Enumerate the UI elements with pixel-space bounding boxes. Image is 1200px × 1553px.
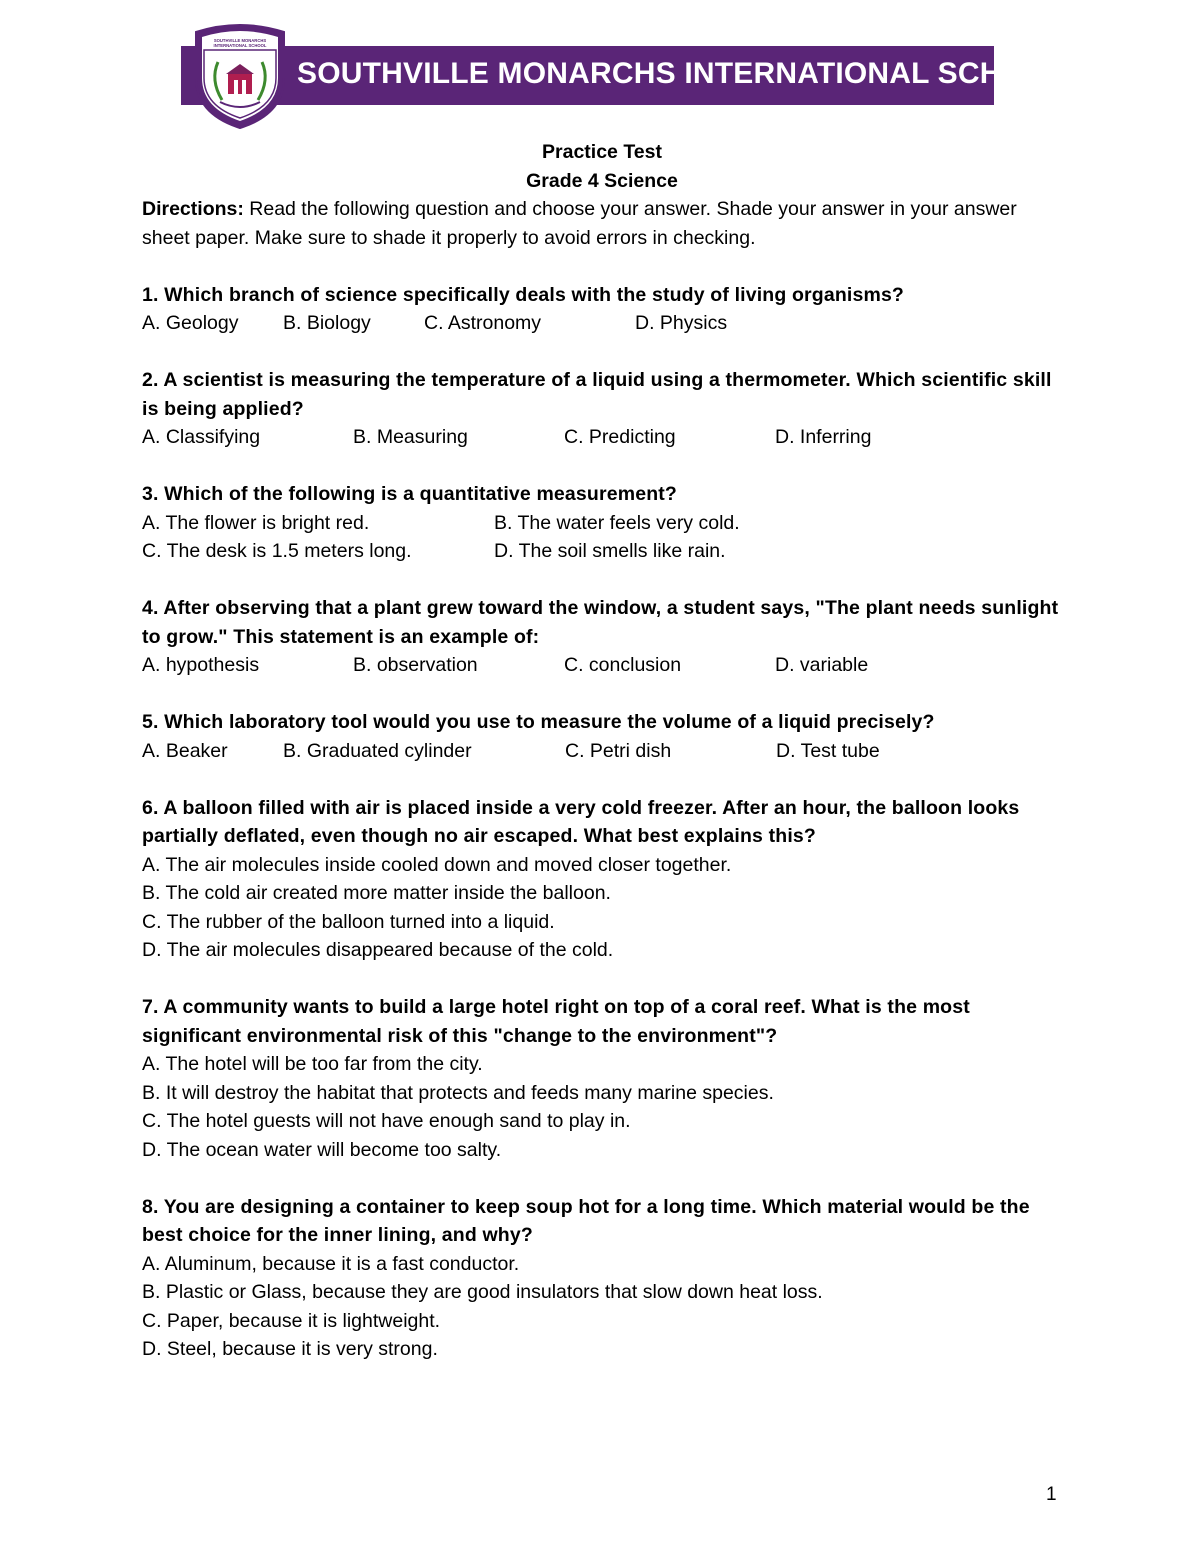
option-c: C. Paper, because it is lightweight.: [142, 1309, 441, 1332]
option-c: C. The hotel guests will not have enough sand to play in.: [142, 1110, 631, 1132]
options-row: [142, 309, 1062, 338]
question-stem: 7. A community wants to build a large hotel right on top of a coral reef. What is the most significant environmental risk of this "change to the environment"?: [142, 996, 970, 1047]
option-a: A. The flower is bright red.: [142, 511, 370, 534]
option-a: A. Beaker: [142, 739, 228, 762]
option-d: D. The soil smells like rain.: [494, 540, 726, 562]
option-c: C. The desk is 1.5 meters long.: [142, 540, 412, 562]
option-a: A. hypothesis: [142, 654, 260, 676]
option-b: B. Graduated cylinder: [283, 739, 472, 762]
option-c: C. Petri dish: [565, 739, 672, 762]
options-row: [142, 737, 1062, 766]
option-d: D. Physics: [635, 312, 728, 334]
directions-text: Read the following question and choose your answer. Shade your answer in your answer sheet paper. Make sure to shade it properly to avoid errors in checking.: [142, 198, 1017, 249]
directions-label: Directions:: [142, 198, 244, 220]
school-name: SOUTHVILLE MONARCHS INTERNATIONAL SCHOOL: [297, 57, 1068, 90]
option-d: D. Steel, because it is very strong.: [142, 1338, 438, 1360]
question-8: [142, 1193, 1062, 1364]
question-stem: 5. Which laboratory tool would you use to measure the volume of a liquid precisely?: [142, 711, 935, 733]
option-d: D. The ocean water will become too salty.: [142, 1138, 502, 1161]
option-c: C. The rubber of the balloon turned into a liquid.: [142, 910, 555, 933]
question-stem: 4. After observing that a plant grew toward the window, a student says, "The plant needs sunlight to grow." This statement is an example of:: [142, 597, 1059, 648]
question-6: [142, 794, 1062, 965]
option-b: B. observation: [353, 654, 478, 676]
options-row: [142, 509, 1062, 538]
svg-text:INTERNATIONAL SCHOOL: INTERNATIONAL SCHOOL: [213, 43, 267, 48]
question-stem: 6. A balloon filled with air is placed inside a very cold freezer. After an hour, the balloon looks partially deflated, even though no air escaped. What best explains this?: [142, 796, 1020, 847]
option-b: B. It will destroy the habitat that protects and feeds many marine species.: [142, 1081, 774, 1104]
document-body: [142, 138, 1062, 1364]
question-stem: 2. A scientist is measuring the temperature of a liquid using a thermometer. Which scientific skill is being applied?: [142, 369, 1052, 420]
option-d: D. Inferring: [775, 426, 872, 448]
option-d: D. Test tube: [776, 739, 880, 762]
options-row: [142, 423, 1062, 452]
option-a: A. The air molecules inside cooled down and moved closer together.: [142, 853, 732, 876]
option-b: B. Plastic or Glass, because they are good insulators that slow down heat loss.: [142, 1281, 823, 1303]
option-c: C. conclusion: [564, 654, 682, 676]
svg-text:SOUTHVILLE MONARCHS: SOUTHVILLE MONARCHS: [213, 38, 267, 43]
question-1: [142, 281, 1062, 338]
option-b: B. Biology: [283, 312, 371, 334]
question-stem: 3. Which of the following is a quantitative measurement?: [142, 483, 677, 505]
page-title: Practice Test: [542, 141, 662, 163]
options-row: [142, 651, 1062, 680]
options-row: [142, 537, 1062, 566]
page-subtitle: Grade 4 Science: [526, 169, 678, 192]
option-c: C. Astronomy: [424, 312, 542, 334]
question-2: [142, 366, 1062, 452]
option-b: B. Measuring: [353, 426, 468, 448]
option-a: A. Classifying: [142, 426, 261, 448]
question-stem: 8. You are designing a container to keep soup hot for a long time. Which material would be the best choice for the inner lining, and why?: [142, 1195, 1030, 1246]
option-d: D. The air molecules disappeared because of the cold.: [142, 939, 614, 961]
question-3: [142, 480, 1062, 566]
question-5: [142, 708, 1062, 765]
option-a: A. Aluminum, because it is a fast conductor.: [142, 1252, 520, 1275]
option-a: A. The hotel will be too far from the city.: [142, 1053, 483, 1075]
option-c: C. Predicting: [564, 426, 676, 448]
option-b: B. The water feels very cold.: [494, 511, 740, 534]
school-crest-logo: [190, 22, 290, 130]
question-stem: 1. Which branch of science specifically deals with the study of living organisms?: [142, 283, 904, 306]
page-number: 1: [1046, 1484, 1057, 1505]
option-a: A. Geology: [142, 312, 239, 334]
option-b: B. The cold air created more matter inside the balloon.: [142, 882, 611, 904]
question-4: [142, 594, 1062, 680]
option-d: D. variable: [775, 654, 869, 676]
question-7: [142, 993, 1062, 1164]
directions: [142, 195, 1062, 252]
